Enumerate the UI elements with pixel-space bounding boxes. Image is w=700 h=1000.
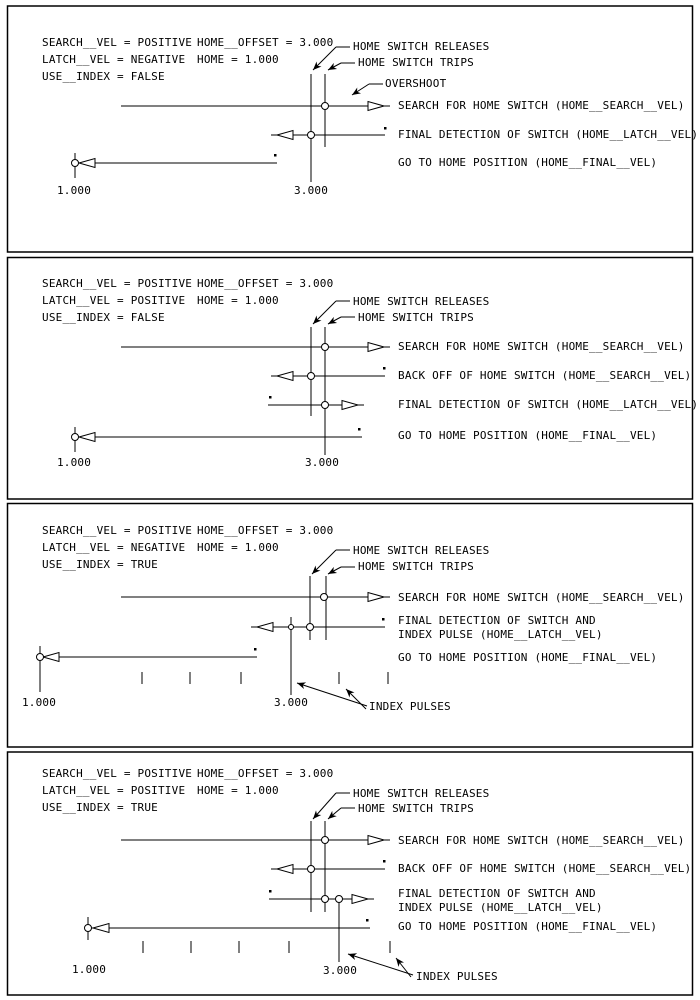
panel-4-linework: [85, 793, 414, 977]
p2-search-move: [121, 343, 390, 352]
p1-callout-leaders: [313, 47, 383, 95]
p2-param-search-vel: SEARCH__VEL = POSITIVE: [42, 277, 193, 290]
p4-back-off-move: [271, 860, 386, 874]
p1-param-home: HOME = 1.000: [197, 53, 279, 66]
p2-axis-label-home: 1.000: [56, 456, 92, 469]
panel-3-linework: [37, 550, 391, 709]
panel-2-linework: [72, 301, 391, 455]
p1-callout-trips: HOME SWITCH TRIPS: [358, 56, 474, 69]
p3-param-use-index: USE__INDEX = TRUE: [42, 558, 158, 571]
p4-step-final-line2: INDEX PULSE (HOME__LATCH__VEL): [398, 901, 603, 914]
p3-step-final-line1: FINAL DETECTION OF SWITCH AND: [398, 614, 596, 627]
p3-step-go-home: GO TO HOME POSITION (HOME__FINAL__VEL): [398, 651, 658, 664]
p2-param-use-index: USE__INDEX = FALSE: [42, 311, 165, 324]
p2-step-final: FINAL DETECTION OF SWITCH (HOME__LATCH__VEL): [398, 398, 699, 411]
p1-step-final: FINAL DETECTION OF SWITCH (HOME__LATCH__VEL): [398, 128, 699, 141]
p3-param-latch-vel: LATCH__VEL = NEGATIVE: [42, 541, 186, 554]
p1-param-home-offset: HOME__OFFSET = 3.000: [197, 36, 334, 49]
p1-axis-label-home: 1.000: [56, 184, 92, 197]
p4-param-latch-vel: LATCH__VEL = POSITIVE: [42, 784, 186, 797]
panel-1-linework: [72, 47, 391, 182]
p2-step-search: SEARCH FOR HOME SWITCH (HOME__SEARCH__VEL): [398, 340, 685, 353]
p3-callout-leaders: [312, 550, 355, 574]
p4-callout-leaders: [313, 793, 355, 819]
p2-param-home-offset: HOME__OFFSET = 3.000: [197, 277, 334, 290]
p4-index-pulses-label: INDEX PULSES: [416, 970, 498, 983]
p2-callout-trips: HOME SWITCH TRIPS: [358, 311, 474, 324]
p4-param-home: HOME = 1.000: [197, 784, 279, 797]
p1-search-move: [121, 102, 390, 111]
p2-param-latch-vel: LATCH__VEL = POSITIVE: [42, 294, 186, 307]
p3-step-final-line2: INDEX PULSE (HOME__LATCH__VEL): [398, 628, 603, 641]
p3-param-home-offset: HOME__OFFSET = 3.000: [197, 524, 334, 537]
p4-step-go-home: GO TO HOME POSITION (HOME__FINAL__VEL): [398, 920, 658, 933]
p4-callout-releases: HOME SWITCH RELEASES: [353, 787, 490, 800]
p4-index-pulse-ticks: [143, 941, 390, 953]
p3-go-home-move: [37, 646, 258, 692]
p3-step-search: SEARCH FOR HOME SWITCH (HOME__SEARCH__VEL): [398, 591, 685, 604]
p2-step-go-home: GO TO HOME POSITION (HOME__FINAL__VEL): [398, 429, 658, 442]
p4-final-detect-move: [269, 890, 374, 904]
p1-callout-overshoot: OVERSHOOT: [385, 77, 447, 90]
p3-callout-releases: HOME SWITCH RELEASES: [353, 544, 490, 557]
p4-step-final-line1: FINAL DETECTION OF SWITCH AND: [398, 887, 596, 900]
p1-axis-label-offset: 3.000: [293, 184, 329, 197]
p2-go-home-move: [72, 427, 363, 452]
p2-final-detect-move: [268, 396, 364, 410]
p4-param-home-offset: HOME__OFFSET = 3.000: [197, 767, 334, 780]
p1-param-search-vel: SEARCH__VEL = POSITIVE: [42, 36, 193, 49]
p3-final-detect-move: [251, 618, 385, 632]
p3-index-pulse-ticks: [142, 672, 388, 684]
p3-axis-label-offset: 3.000: [273, 696, 309, 709]
p3-param-home: HOME = 1.000: [197, 541, 279, 554]
p4-axis-label-offset: 3.000: [322, 964, 358, 977]
p2-step-back-off: BACK OFF OF HOME SWITCH (HOME__SEARCH__VEL): [398, 369, 692, 382]
p1-step-search: SEARCH FOR HOME SWITCH (HOME__SEARCH__VEL): [398, 99, 685, 112]
p2-axis-label-offset: 3.000: [304, 456, 340, 469]
p1-final-detect-move: [271, 127, 387, 140]
p2-param-home: HOME = 1.000: [197, 294, 279, 307]
p1-go-home-move: [72, 153, 278, 178]
p4-step-back-off: BACK OFF OF HOME SWITCH (HOME__SEARCH__VEL): [398, 862, 692, 875]
p4-param-use-index: USE__INDEX = TRUE: [42, 801, 158, 814]
p3-callout-trips: HOME SWITCH TRIPS: [358, 560, 474, 573]
p3-axis-label-home: 1.000: [21, 696, 57, 709]
p1-step-go-home: GO TO HOME POSITION (HOME__FINAL__VEL): [398, 156, 658, 169]
p1-param-latch-vel: LATCH__VEL = NEGATIVE: [42, 53, 186, 66]
p3-search-move: [121, 593, 390, 602]
p4-search-move: [121, 836, 390, 845]
p1-callout-releases: HOME SWITCH RELEASES: [353, 40, 490, 53]
p4-index-pulse-leaders: [348, 954, 413, 977]
p4-go-home-move: [85, 917, 371, 940]
p4-axis-label-home: 1.000: [71, 963, 107, 976]
p1-param-use-index: USE__INDEX = FALSE: [42, 70, 165, 83]
p3-index-pulses-label: INDEX PULSES: [369, 700, 451, 713]
p4-param-search-vel: SEARCH__VEL = POSITIVE: [42, 767, 193, 780]
p2-callout-leaders: [313, 301, 355, 324]
p4-callout-trips: HOME SWITCH TRIPS: [358, 802, 474, 815]
p2-callout-releases: HOME SWITCH RELEASES: [353, 295, 490, 308]
p3-param-search-vel: SEARCH__VEL = POSITIVE: [42, 524, 193, 537]
p2-back-off-move: [271, 367, 386, 381]
p4-step-search: SEARCH FOR HOME SWITCH (HOME__SEARCH__VEL): [398, 834, 685, 847]
